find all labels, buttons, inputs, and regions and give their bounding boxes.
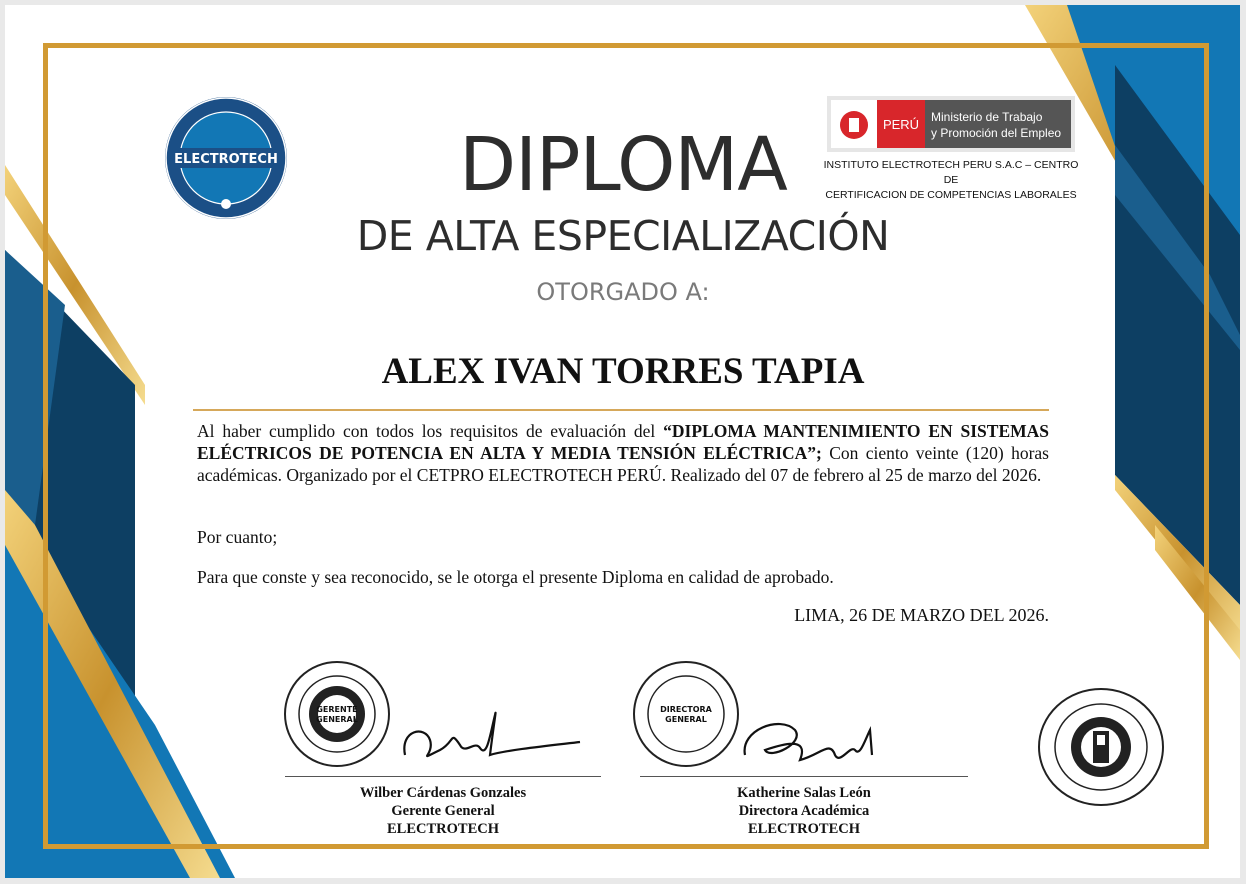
diploma-subtitle: DE ALTA ESPECIALIZACIÓN: [356, 212, 890, 260]
logo-wordmark: ELECTROTECH: [174, 152, 278, 167]
seal1-label-line1: GERENTE: [316, 705, 358, 714]
seal1-label-line2: GENERAL: [316, 715, 358, 724]
signatory-2-role: Directora Académica: [738, 803, 870, 819]
signatory-1: [300, 784, 586, 838]
signature-line-2: [640, 776, 968, 777]
conste-text: Para que conste y sea reconocido, se le otorga el presente Diploma en calidad de aprobado.: [197, 567, 834, 587]
seal2-label-line1: DIRECTORA: [660, 705, 712, 714]
gov-country: PERÚ: [882, 117, 920, 132]
gov-ministry-line1: Ministerio de Trabajo: [931, 110, 1043, 124]
signatory-1-name: Wilber Cárdenas Gonzales: [359, 785, 527, 801]
seal-directora-general: [632, 660, 740, 768]
signature-line-1: [285, 776, 601, 777]
signature-1: [395, 700, 585, 775]
signatory-1-role: Gerente General: [391, 803, 495, 819]
paragraph-intro: Al haber cumplido con todos los requisitos de evaluación del: [197, 421, 664, 441]
gov-caption-line2: CERTIFICACION DE COMPETENCIAS LABORALES: [825, 189, 1077, 201]
signatory-2: [660, 784, 948, 838]
place-date: LIMA, 26 DE MARZO DEL 2026.: [794, 605, 1049, 625]
signatory-2-org: ELECTROTECH: [748, 821, 860, 837]
seal-institute-gear: [1037, 687, 1165, 807]
paragraph-rest: Con ciento veinte (120) horas académicas. Organizado por el CETPRO ELECTROTECH PERÚ. Realizado del 07 de febrero al 25 de marzo del 2026.: [197, 443, 1049, 485]
certificate-paragraph: [197, 420, 1049, 486]
awarded-to-label: OTORGADO A:: [536, 278, 710, 306]
signatory-1-org: ELECTROTECH: [387, 821, 499, 837]
recipient-name: ALEX IVAN TORRES TAPIA: [381, 351, 865, 392]
program-name: “DIPLOMA MANTENIMIENTO EN SISTEMAS ELÉCTRICOS DE POTENCIA EN ALTA Y MEDIA TENSIÓN ELÉCTRICA”;: [197, 421, 1050, 463]
diploma-title: DIPLOMA: [459, 122, 787, 208]
divider-line: [193, 409, 1049, 411]
seal2-label-line2: GENERAL: [665, 715, 707, 724]
signatory-2-name: Katherine Salas León: [737, 785, 871, 801]
signature-2: [740, 705, 890, 775]
por-cuanto-text: Por cuanto;: [197, 527, 278, 547]
seal-gerente-general: [283, 660, 391, 768]
gov-ministry-line2: y Promoción del Empleo: [931, 126, 1062, 140]
gov-caption-line1: INSTITUTO ELECTROTECH PERU S.A.C – CENTRO DE: [823, 159, 1079, 186]
